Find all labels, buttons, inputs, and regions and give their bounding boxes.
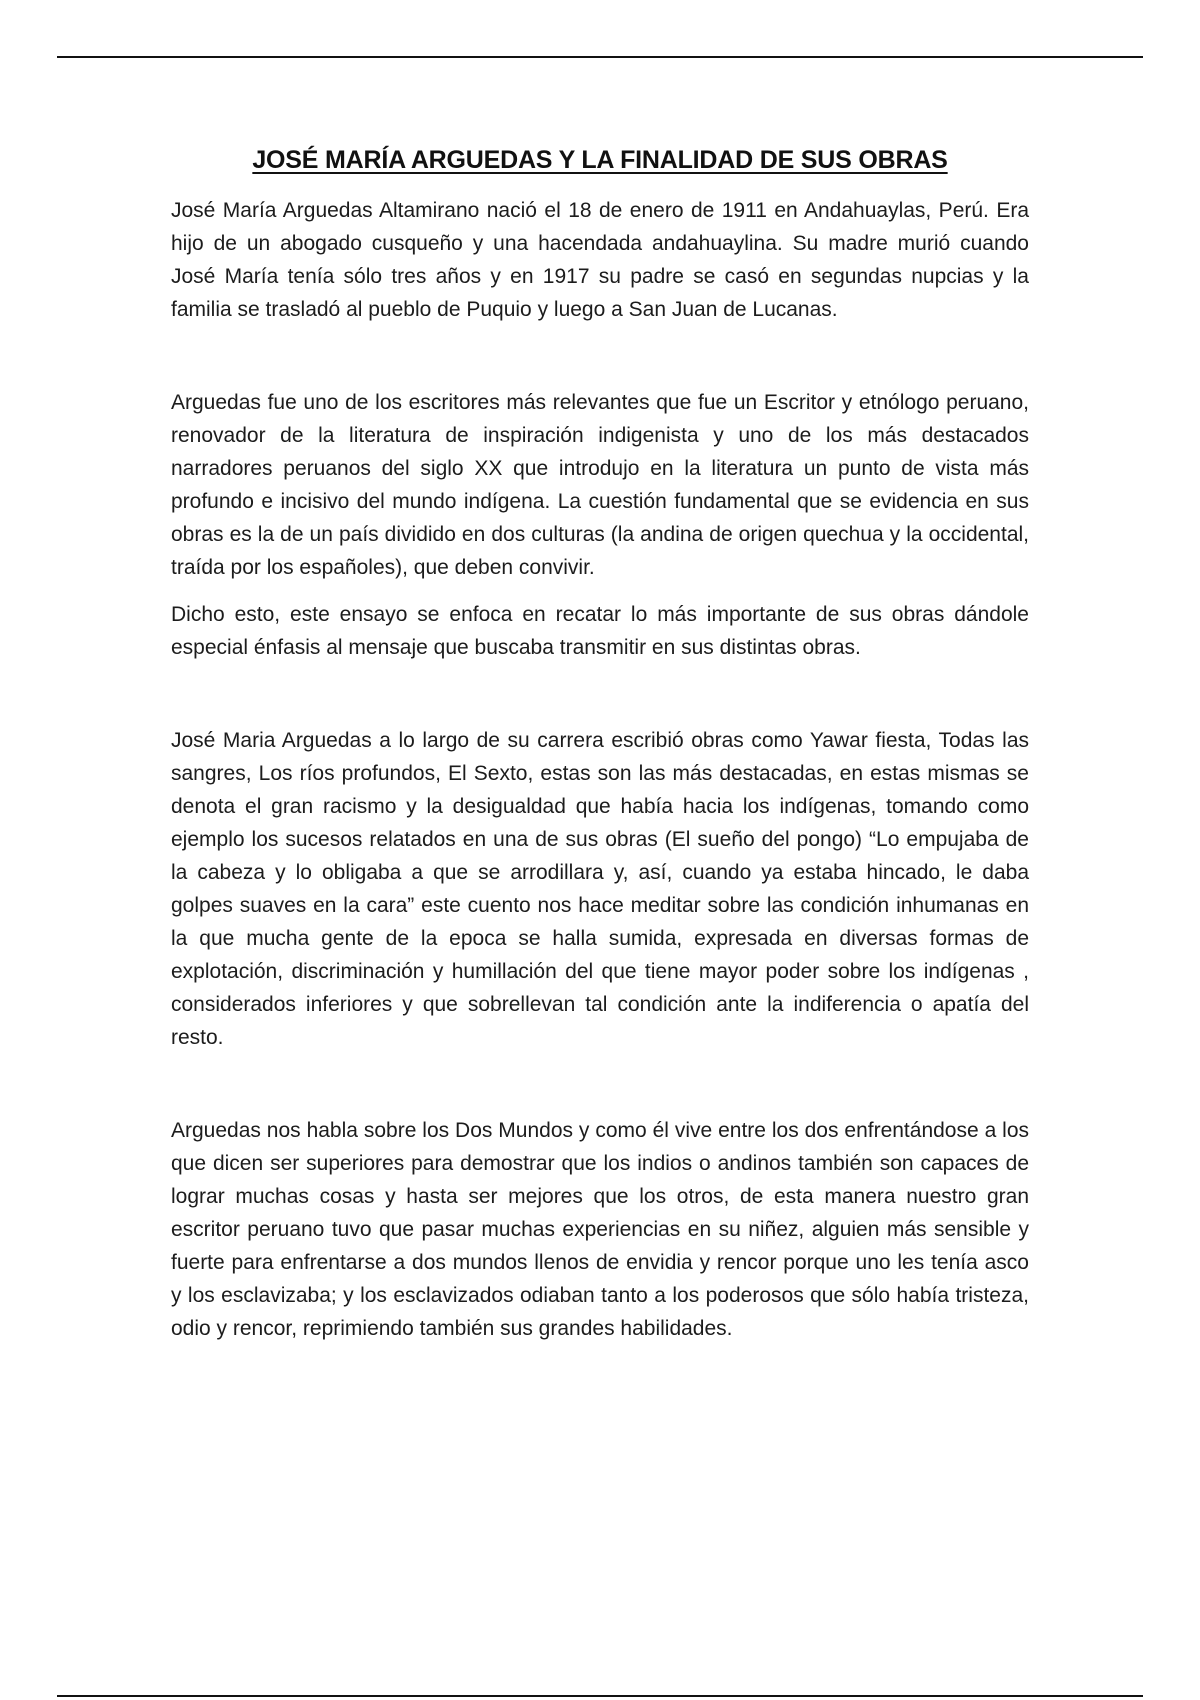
paragraph-two-worlds: Arguedas nos habla sobre los Dos Mundos y como él vive entre los dos enfrentándose a los que dicen ser superiores para demostrar que los indios o andinos también son capaces de lograr muchas cosas y hasta ser mejores que los otros, de esta manera nuestro gran escritor peruano tuvo que pasar muchas experiencias en su niñez, alguien más sensible y fuerte para enfrentarse a dos mundos llenos de envidia y rencor porque uno les tenía asco y los esclavizaba; y los esclavizados odiaban tanto a los poderosos que sólo había tristeza, odio y rencor, reprimiendo también sus grandes habilidades. bbox=[171, 1119, 1029, 1340]
page-top-rule bbox=[57, 56, 1143, 58]
paragraph-works: José Maria Arguedas a lo largo de su carrera escribió obras como Yawar fiesta, Todas las sangres, Los ríos profundos, El Sexto, estas son las más destacadas, en estas mismas se denota el gran racismo y la desigualdad que había hacia los indígenas, tomando como ejemplo los sucesos relatados en una de sus obras (El sueño del pongo) “Lo empujaba de la cabeza y lo obligaba a que se arrodillara y, así, cuando ya estaba hincado, le daba golpes suaves en la cara” este cuento nos hace meditar sobre las condición inhumanas en la que mucha gente de la epoca se halla sumida, expresada en diversas formas de explotación, discriminación y humillación del que tiene mayor poder sobre los indígenas , considerados inferiores y que sobrellevan tal condición ante la indiferencia o apatía del resto. bbox=[171, 729, 1029, 1049]
paragraph-relevance: Arguedas fue uno de los escritores más relevantes que fue un Escritor y etnólogo peruano, renovador de la literatura de inspiración indigenista y uno de los más destacados narradores peruanos del siglo XX que introdujo en la literatura un punto de vista más profundo e incisivo del mundo indígena. La cuestión fundamental que se evidencia en sus obras es la de un país dividido en dos culturas (la andina de origen quechua y la occidental, traída por los españoles), que deben convivir. bbox=[171, 391, 1029, 579]
document-body bbox=[171, 140, 1029, 1345]
document-title: JOSÉ MARÍA ARGUEDAS Y LA FINALIDAD DE SUS OBRAS bbox=[252, 146, 948, 174]
paragraph-essay-focus: Dicho esto, este ensayo se enfoca en recatar lo más importante de sus obras dándole especial énfasis al mensaje que buscaba transmitir en sus distintas obras. bbox=[171, 603, 1029, 659]
page-bottom-rule bbox=[57, 1695, 1143, 1697]
paragraph-biography: José María Arguedas Altamirano nació el 18 de enero de 1911 en Andahuaylas, Perú. Era hijo de un abogado cusqueño y una hacendada andahuaylina. Su madre murió cuando José María tenía sólo tres años y en 1917 su padre se casó en segundas nupcias y la familia se trasladó al pueblo de Puquio y luego a San Juan de Lucanas. bbox=[171, 199, 1029, 321]
